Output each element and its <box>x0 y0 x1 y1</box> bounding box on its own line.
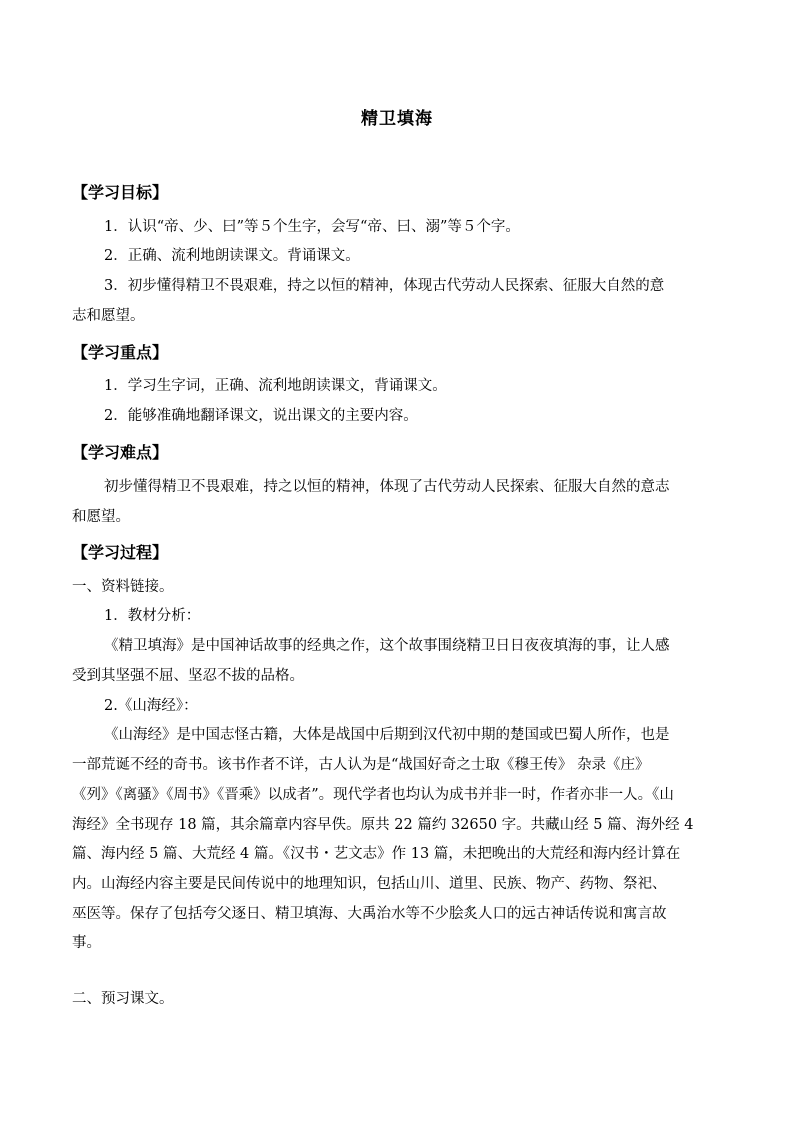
process-sub-1-line-2: 受到其坚强不屈、坚忍不拔的品格。 <box>72 668 304 684</box>
process-sub-2-line-8: 事。 <box>72 935 101 951</box>
process-sub-1-line-1: 《精卫填海》是中国神话故事的经典之作，这个故事围绕精卫日日夜夜填海的事，让人感 <box>104 638 670 654</box>
process-part-1: 一、资料链接。 <box>72 579 174 595</box>
process-sub-2-line-4: 海经》全书现存 18 篇，其余篇章内容早佚。原共 22 篇约 32650 字。共藏山经 5 篇、海外经 4 <box>72 817 694 833</box>
process-sub-2-line-2: 一部荒诞不经的奇书。该书作者不详，古人认为是“战国好奇之士取《穆王传》 杂录《庄》 <box>72 757 650 773</box>
goals-item-3-line-2: 志和愿望。 <box>72 308 145 324</box>
process-sub-1: 1．教材分析： <box>104 608 201 624</box>
page-title: 精卫填海 <box>361 109 433 129</box>
process-part-2: 二、预习课文。 <box>72 991 174 1007</box>
focus-heading: 【学习重点】 <box>72 343 169 362</box>
goals-item-1: 1．认识“帝、少、曰”等５个生字，会写“帝、曰、溺”等５个字。 <box>104 219 520 235</box>
goals-item-3-line-1: 3．初步懂得精卫不畏艰难，持之以恒的精神，体现古代劳动人民探索、征服大自然的意 <box>104 278 665 294</box>
difficulty-line-2: 和愿望。 <box>72 509 130 525</box>
goals-heading: 【学习目标】 <box>72 183 169 202</box>
focus-item-2: 2．能够准确地翻译课文，说出课文的主要内容。 <box>104 408 418 424</box>
process-heading: 【学习过程】 <box>72 543 169 562</box>
difficulty-line-1: 初步懂得精卫不畏艰难，持之以恒的精神，体现了古代劳动人民探索、征服大自然的意志 <box>104 479 670 495</box>
focus-item-1: 1．学习生字词，正确、流利地朗读课文，背诵课文。 <box>104 378 447 394</box>
process-sub-2: 2.《山海经》： <box>104 698 198 714</box>
process-sub-2-line-3: 《列》《离骚》《周书》《晋乘》以成者”。现代学者也均认为成书并非一时，作者亦非一人。《山 <box>72 787 674 803</box>
process-sub-2-line-6: 内。山海经内容主要是民间传说中的地理知识，包括山川、道里、民族、物产、药物、祭祀、 <box>72 876 667 892</box>
goals-item-2: 2．正确、流利地朗读课文。背诵课文。 <box>104 248 360 264</box>
process-sub-2-line-1: 《山海经》是中国志怪古籍，大体是战国中后期到汉代初中期的楚国或巴蜀人所作，也是 <box>104 727 670 743</box>
process-sub-2-line-7: 巫医等。保存了包括夸父逐日、精卫填海、大禹治水等不少脍炙人口的远古神话传说和寓言故 <box>72 906 667 922</box>
difficulty-heading: 【学习难点】 <box>72 443 169 462</box>
process-sub-2-line-5: 篇、海内经 5 篇、大荒经 4 篇。《汉书・艺文志》作 13 篇，未把晚出的大荒经和海内经计算在 <box>72 846 681 862</box>
